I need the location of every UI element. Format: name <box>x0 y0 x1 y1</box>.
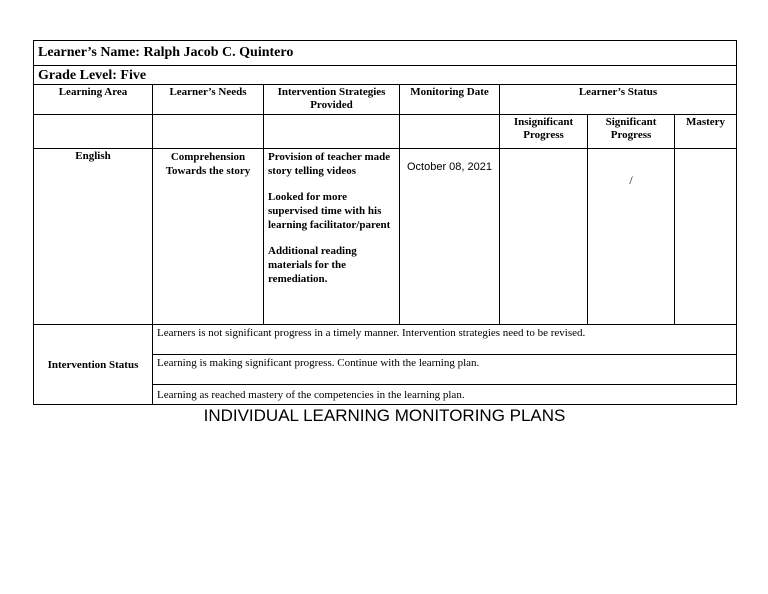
monitoring-date-cell <box>400 149 500 325</box>
header-learning-area: Learning Area <box>34 85 153 115</box>
significant-check-mark: / <box>629 173 633 187</box>
learner-name-value: Ralph Jacob C. Quintero <box>143 45 294 60</box>
intervention-status-option: Learning as reached mastery of the competencies in the learning plan. <box>153 385 737 405</box>
learners-needs-cell: Comprehension Towards the story <box>153 149 264 325</box>
monitoring-plan-table <box>33 40 737 405</box>
grade-level-row <box>34 66 737 85</box>
strategies-cell <box>264 149 400 325</box>
intervention-status-option: Learning is making significant progress. Continue with the learning plan. <box>153 355 737 385</box>
empty-cell <box>264 115 400 149</box>
mastery-cell <box>675 149 737 325</box>
header-intervention-strategies: Intervention Strategies Provided <box>264 85 400 115</box>
page-title: INDIVIDUAL LEARNING MONITORING PLANS <box>203 406 566 425</box>
grade-level-label: Grade Level: <box>38 68 117 83</box>
empty-cell <box>400 115 500 149</box>
header-mastery: Mastery <box>675 115 737 149</box>
learner-name-label: Learner’s Name: <box>38 45 140 60</box>
strategy-item: Additional reading materials for the remediation. <box>268 245 357 285</box>
strategy-item: Looked for more supervised time with his learning facilitator/parent <box>268 191 391 231</box>
grade-level-value: Five <box>120 68 147 83</box>
insignificant-progress-cell <box>500 149 588 325</box>
empty-cell <box>153 115 264 149</box>
strategy-item: Provision of teacher made story telling videos <box>268 151 391 177</box>
header-monitoring-date: Monitoring Date <box>400 85 500 115</box>
header-learners-needs: Learner’s Needs <box>153 85 264 115</box>
significant-progress-cell <box>588 149 675 325</box>
header-insignificant-progress: Insignificant Progress <box>500 115 588 149</box>
monitoring-date-value: October 08, 2021 <box>406 161 492 173</box>
learner-name-row <box>34 41 737 66</box>
learning-area-cell: English <box>34 149 153 325</box>
header-significant-progress: Significant Progress <box>588 115 675 149</box>
intervention-status-option: Learners is not significant progress in a timely manner. Intervention strategies need to be revised. <box>153 325 737 355</box>
header-learners-status: Learner’s Status <box>500 85 737 115</box>
empty-cell <box>34 115 153 149</box>
intervention-status-label: Intervention Status <box>34 325 153 405</box>
